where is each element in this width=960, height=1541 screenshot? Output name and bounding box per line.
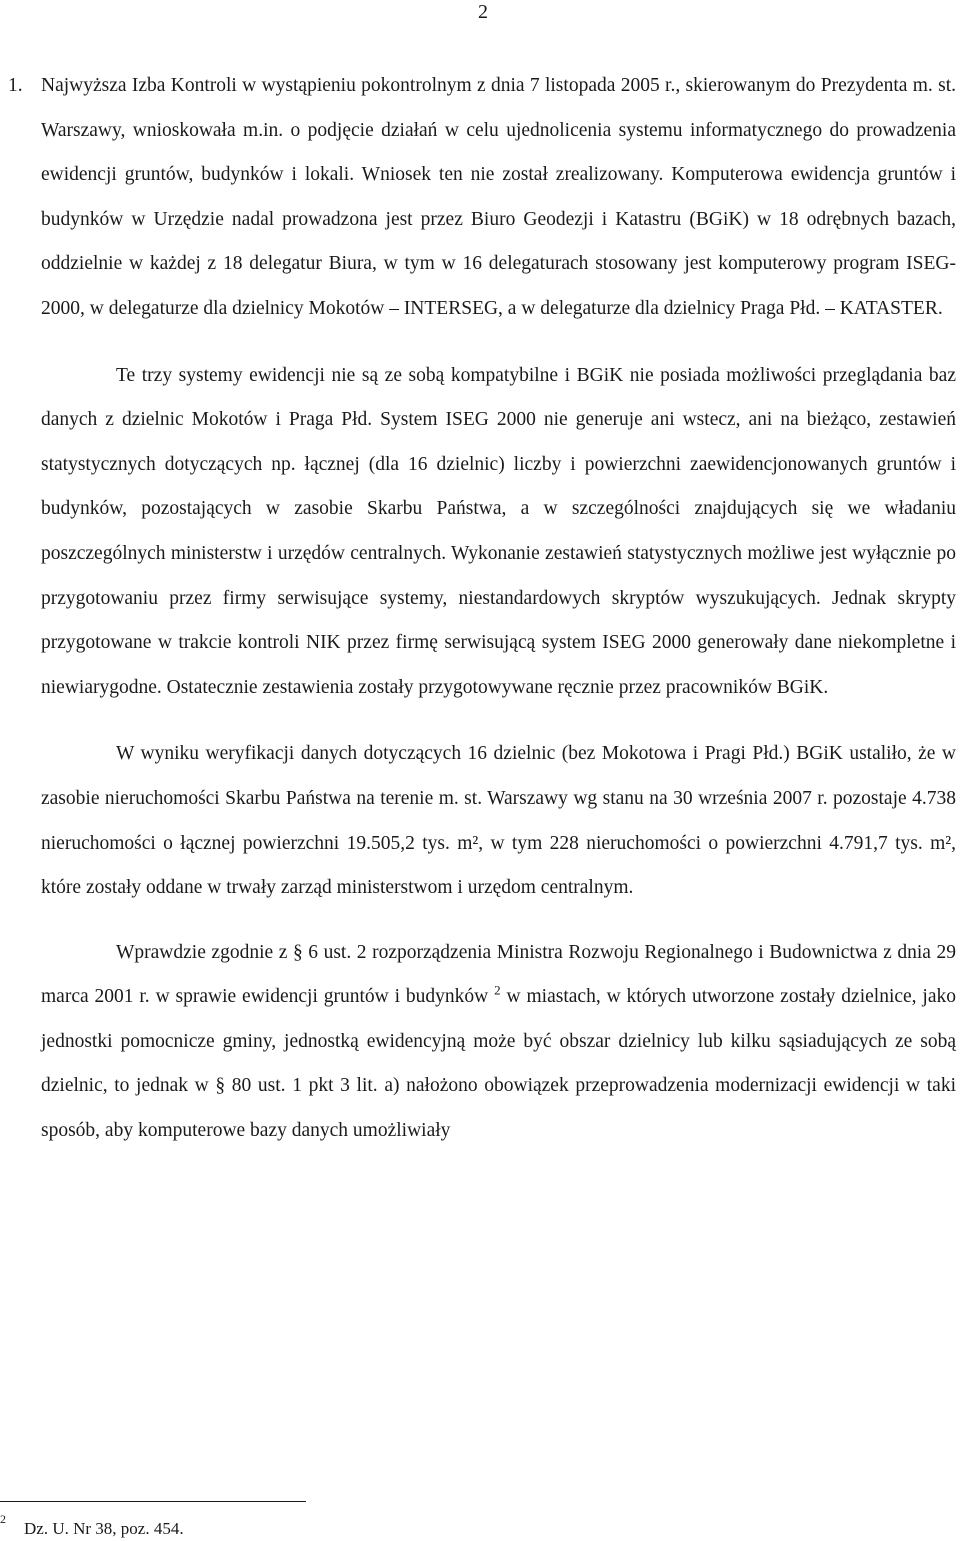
paragraph-gap: [41, 911, 956, 931]
footnote-mark: 2: [0, 1512, 6, 1526]
paragraph-gap: [41, 332, 956, 354]
paragraph-1-text: Najwyższa Izba Kontroli w wystąpieniu pokontrolnym z dnia 7 listopada 2005 r., skierowanym do Prezydenta m. st. Warszawy, wnioskowała m.in. o podjęcie działań w celu ujednolicenia systemu informatycznego do prowadzenia ewidencji gruntów, budynków i lokali. Wniosek ten nie został zrealizowany. Komputerowa ewidencja gruntów i budynków w Urzędzie nadal prowadzona jest przez Biuro Geodezji i Katastru (BGiK) w 18 odrębnych bazach, oddzielnie w każdej z 18 delegatur Biura, w tym w 16 delegaturach stosowany jest komputerowy program ISEG-2000, w delegaturze dla dzielnicy Mokotów – INTERSEG, a w delegaturze dla dzielnicy Praga Płd. – KATASTER.: [41, 75, 956, 319]
paragraph-4: [41, 931, 956, 1154]
paragraph-2: Te trzy systemy ewidencji nie są ze sobą kompatybilne i BGiK nie posiada możliwości przeglądania baz danych z dzielnic Mokotów i Praga Płd. System ISEG 2000 nie generuje ani wstecz, ani na bieżąco, zestawień statystycznych dotyczących np. łącznej (dla 16 dzielnic) liczby i powierzchni zaewidencjonowanych gruntów i budynków, pozostających w zasobie Skarbu Państwa, a w szczególności znajdujących się we władaniu poszczególnych ministerstw i urzędów centralnych. Wykonanie zestawień statystycznych możliwe jest wyłącznie po przygotowaniu przez firmy serwisujące systemy, niestandardowych skryptów wyszukujących. Jednak skrypty przygotowane w trakcie kontroli NIK przez firmę serwisującą system ISEG 2000 generowały dane niekompletne i niewiarygodne. Ostatecznie zestawienia zostały przygotowywane ręcznie przez pracowników BGiK.: [41, 364, 956, 698]
list-number: 1.: [8, 75, 23, 96]
paragraph-3: W wyniku weryfikacji danych dotyczących 16 dzielnic (bez Mokotowa i Pragi Płd.) BGiK ustaliło, że w zasobie nieruchomości Skarbu Państwa na terenie m. st. Warszawy wg stanu na 30 września 2007 r. pozostaje 4.738 nieruchomości o łącznej powierzchni 19.505,2 tys. m², w tym 228 nieruchomości o powierzchni 4.791,7 tys. m², które zostały oddane w trwały zarząd ministerstwom i urzędom centralnym.: [41, 743, 956, 899]
footnote-text: Dz. U. Nr 38, poz. 454.: [24, 1518, 184, 1538]
document-body: [8, 64, 957, 1154]
footnote: [0, 1512, 184, 1540]
paragraph-gap: [41, 710, 956, 732]
footnote-reference: 2: [494, 982, 501, 998]
paragraph-1: [8, 64, 956, 332]
page-number: 2: [478, 1, 488, 23]
paragraph-4-text-before: Wprawdzie zgodnie z § 6 ust. 2 rozporządzenia Ministra Rozwoju Regionalnego i Budownictwa z dnia 29 marca 2001 r. w sprawie ewidencji gruntów i budynków: [41, 941, 956, 1008]
paragraph-4-text-after: w miastach, w których utworzone zostały dzielnice, jako jednostki pomocnicze gminy, jednostką ewidencyjną może być obszar dzielnicy lub kilku sąsiadujących ze sobą dzielnic, to jednak w § 80 ust. 1 pkt 3 lit. a) nałożono obowiązek przeprowadzenia modernizacji ewidencji w taki sposób, aby komputerowe bazy danych umożliwiały: [41, 986, 957, 1142]
footnote-separator: [0, 1501, 306, 1502]
